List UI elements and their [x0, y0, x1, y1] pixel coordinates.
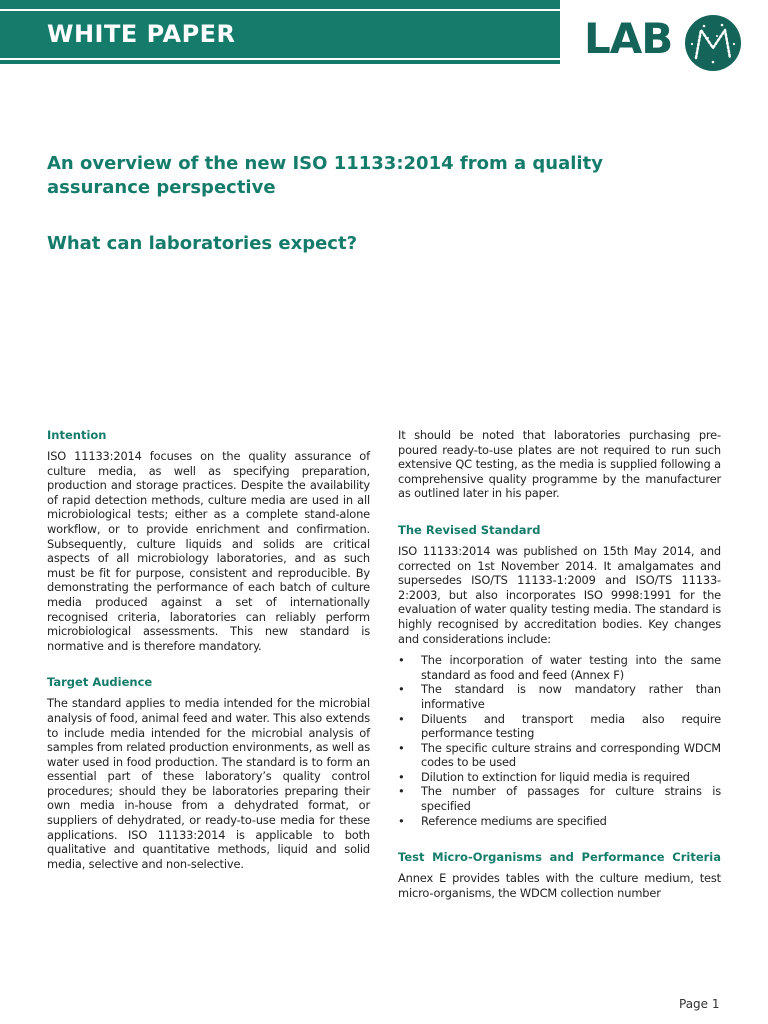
header-rule-bottom [0, 58, 560, 60]
list-item-text: The incorporation of water testing into the same standard as food and feed (Annex F) [421, 653, 721, 682]
list-item [398, 682, 721, 711]
list-item [398, 784, 721, 813]
list-item [398, 814, 721, 829]
list-item [398, 653, 721, 682]
list-item-text: The number of passages for culture strains is specified [421, 784, 721, 814]
document-type-label: WHITE PAPER [47, 20, 236, 48]
bullet-icon: • [398, 653, 405, 668]
logo-text: LAB [584, 14, 673, 63]
revised-standard-paragraph: ISO 11133:2014 was published on 15th May 2014, and corrected on 1st November 2014. It amalgamates and supersedes ISO/TS 11133-1:2009 and ISO/TS 11133-2:2003, but also incorporates ISO 9998:1991 for the evaluation of water quality testing media. The standard is highly recognised by accreditation bodies. Key changes and considerations include: [398, 543, 721, 646]
section-heading-test-micro-organisms: Test Micro-Organisms and Performance Criteria [398, 850, 721, 865]
bullet-icon: • [398, 813, 405, 828]
list-item [398, 712, 721, 741]
page-number: Page 1 [679, 997, 720, 1011]
section-heading-target-audience: Target Audience [47, 675, 153, 690]
list-item [398, 770, 721, 785]
page-subtitle: What can laboratories expect? [47, 233, 358, 254]
list-item-text: The standard is now mandatory rather than informative [421, 682, 721, 711]
section-heading-intention: Intention [47, 428, 107, 442]
left-column [47, 428, 370, 871]
section-heading-revised-standard: The Revised Standard [398, 522, 541, 537]
lab-m-logo-icon [684, 14, 742, 72]
list-item-text: Reference mediums are specified [421, 813, 607, 828]
company-logo [584, 14, 744, 72]
bullet-icon: • [398, 769, 405, 784]
intro-paragraph: It should be noted that laboratories purchasing pre-poured ready-to-use plates are not required to run such extensive QC testing, as the media is supplied following a comprehensive quality programme by the manufacturer as outlined later in his paper. [398, 428, 721, 501]
right-column [398, 428, 721, 900]
header-band [0, 0, 560, 64]
target-audience-paragraph: The standard applies to media intended for the microbial analysis of food, animal feed and water. This also extends to include media intended for the microbial analysis of samples from related production environments, as well as water used in food production. The standard is to form an essential part of these laboratory’s quality control procedures; should they be laboratories preparing their own media in-house from a dehydrated format, or suppliers of dehydrated, or ready-to-use media for these applications. ISO 11133:2014 is applicable to both qualitative and quantitative methods, liquid and solid media, selective and non-selective. [47, 696, 370, 871]
key-changes-list [398, 653, 721, 828]
list-item-text: Diluents and transport media also require performance testing [421, 711, 721, 741]
bullet-icon: • [398, 740, 405, 755]
test-micro-organisms-paragraph: Annex E provides tables with the culture medium, test micro-organisms, the WDCM collection number [398, 871, 721, 900]
page-title: An overview of the new ISO 11133:2014 from a quality assurance perspective [47, 153, 603, 198]
list-item-text: Dilution to extinction for liquid media is required [421, 769, 690, 784]
intention-paragraph: ISO 11133:2014 focuses on the quality assurance of culture media, as well as specifying preparation, production and storage practices. Despite the availability of rapid detection methods, culture media are used in all microbiological tests; either as a complete stand-alone workflow, or to provide enrichment and confirmation. Subsequently, culture liquids and solids are critical aspects of all microbiology laboratories, and as such must be fit for purpose, consistent and reproducible. By demonstrating the performance of each batch of culture media produced against a set of internationally recognised criteria, laboratories can reliably perform microbiological assessments. This new standard is normative and is therefore mandatory. [47, 449, 370, 653]
list-item-text: The specific culture strains and corresponding WDCM codes to be used [421, 740, 721, 770]
list-item [398, 741, 721, 770]
bullet-icon: • [398, 784, 405, 799]
bullet-icon: • [398, 711, 405, 726]
bullet-icon: • [398, 682, 405, 697]
header-rule-top [0, 9, 560, 11]
